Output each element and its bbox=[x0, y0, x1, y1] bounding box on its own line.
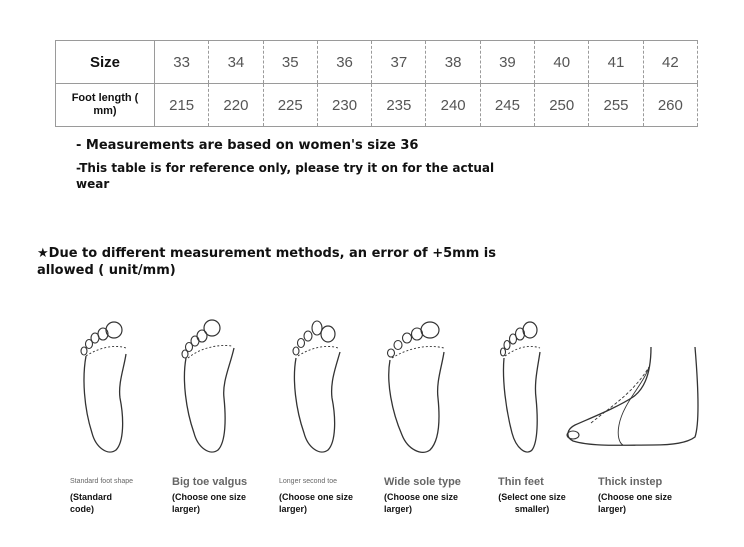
length-cell: 225 bbox=[263, 84, 317, 127]
length-cell: 240 bbox=[426, 84, 480, 127]
size-cell: 37 bbox=[372, 41, 426, 84]
foot-type-label: Thin feet bbox=[498, 476, 544, 488]
foot-type-advice: (Choose one size larger) bbox=[172, 492, 247, 514]
foot-type-advice: (Choose one size larger) bbox=[598, 492, 673, 514]
foot-type-label: Wide sole type bbox=[384, 476, 461, 488]
size-cell: 34 bbox=[209, 41, 263, 84]
size-chart-table bbox=[55, 40, 698, 127]
length-cell: 250 bbox=[535, 84, 589, 127]
measurement-warning: ★Due to different measurement methods, an error of +5mm is allowed ( unit/mm) bbox=[37, 246, 496, 278]
wide-sole-foot-icon bbox=[384, 318, 450, 458]
foot-type-advice: (Choose one size larger) bbox=[384, 492, 459, 514]
length-cell: 235 bbox=[372, 84, 426, 127]
foot-type-advice: (Choose one size larger) bbox=[279, 492, 354, 514]
foot-type-label: Longer second toe bbox=[279, 478, 337, 485]
length-cell: 255 bbox=[589, 84, 643, 127]
size-cell: 41 bbox=[589, 41, 643, 84]
thick-instep-foot-icon bbox=[563, 345, 703, 455]
size-cell: 42 bbox=[643, 41, 697, 84]
length-cell: 245 bbox=[480, 84, 534, 127]
length-cell: 260 bbox=[643, 84, 697, 127]
size-row bbox=[56, 41, 698, 84]
size-cell: 35 bbox=[263, 41, 317, 84]
length-cell: 230 bbox=[317, 84, 371, 127]
note-base-size: - Measurements are based on women's size 36 bbox=[76, 138, 419, 153]
length-cell: 220 bbox=[209, 84, 263, 127]
size-header: Size bbox=[56, 41, 155, 84]
standard-foot-icon bbox=[74, 318, 134, 458]
note-reference: -This table is for reference only, please try it on for the actual wear bbox=[76, 161, 495, 191]
size-cell: 36 bbox=[317, 41, 371, 84]
foot-type-advice: (Select one size smaller) bbox=[498, 492, 566, 514]
foot-type-label: Standard foot shape bbox=[70, 478, 134, 485]
size-cell: 38 bbox=[426, 41, 480, 84]
size-cell: 39 bbox=[480, 41, 534, 84]
foot-type-label: Thick instep bbox=[598, 476, 663, 488]
foot-length-header: Foot length ( mm) bbox=[56, 84, 155, 127]
big-toe-valgus-foot-icon bbox=[178, 318, 238, 458]
size-cell: 33 bbox=[155, 41, 209, 84]
thin-foot-icon bbox=[494, 318, 548, 458]
longer-second-toe-foot-icon bbox=[286, 318, 346, 458]
foot-type-label: Big toe valgus bbox=[172, 476, 248, 488]
foot-length-row bbox=[56, 84, 698, 127]
foot-type-advice: (Standard code) bbox=[70, 492, 113, 514]
size-cell: 40 bbox=[535, 41, 589, 84]
length-cell: 215 bbox=[155, 84, 209, 127]
